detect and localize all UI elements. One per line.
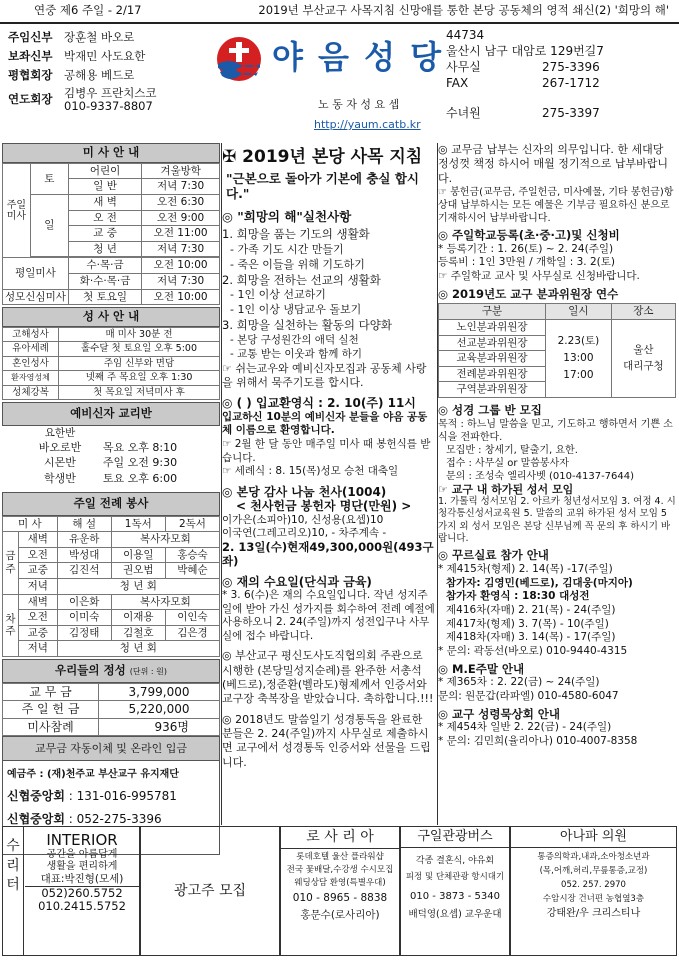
sacrament-name: 성체강복 (3, 385, 59, 399)
mass-type: 오 전 (68, 210, 141, 226)
class-time: 목요 오후 8:10 (102, 441, 178, 455)
sacrament-time: 주임 신부와 면담 (59, 356, 220, 370)
contact-value: 275-3396 (542, 60, 600, 74)
offering-label: 주 일 헌 금 (3, 701, 99, 718)
sacrament-name: 유아세례 (3, 342, 59, 356)
service-person: 유운하 (57, 532, 111, 548)
hope-item: - 죽은 이들을 위해 기도하기 (230, 257, 365, 271)
cursillo-line: * 문의: 곽동선(바오로) 010-9440-4315 (438, 644, 628, 657)
sacrament-name: 혼인성사 (3, 356, 59, 370)
bible-text: ◎ 2018년도 말씀일기 성경통독을 완료한 분들은 2. 24(주일)까지 사무실로 제출하시면 교구에서 성경통독 인증서와 선물을 드립니다. (222, 712, 431, 769)
mass-time: 겨울방학 (142, 163, 220, 179)
ad-clinic-line: 수암시장 건너편 농협옆3층 (542, 894, 645, 905)
retreat-line: * 제454차 일반 2. 22(금) - 24(주일) (438, 721, 612, 734)
me-line: * 제365차 : 2. 22(금) ~ 24(주일) (438, 676, 600, 689)
service-head: 2독서 (165, 516, 219, 532)
ad-interior-phone: 010.2415.5752 (38, 899, 126, 914)
bible-group-line: 모집반 : 창세기, 탈출기, 요한. (446, 444, 578, 456)
section-hope-heading: ◎ "희망의 해"실천사항 (222, 209, 352, 225)
church-logo (210, 30, 448, 134)
section-angel-heading: ◎ 본당 감사 나눔 천사(1004) (222, 484, 387, 499)
sacrament-table (2, 327, 220, 400)
ad-rosaria-owner: 홍문수(로사리아) (300, 908, 380, 921)
me-line: 문의: 원문갑(라파엘) 010-4580-6047 (438, 690, 619, 703)
ad-bus-phone: 010 - 3873 - 5340 (410, 890, 500, 902)
section-ash-heading: ◎ 재의 수요일(단식과 금육) (222, 574, 372, 589)
training-place: 울산 대리구청 (611, 320, 675, 398)
role-name: 박재민 사도요한 (64, 48, 146, 63)
school-line: 등록비 : 1인 3만원 / 개학일 : 3. 2(토) (438, 256, 615, 269)
sacrament-time: 홀수달 첫 토요일 오후 5:00 (59, 342, 220, 356)
ad-rosaria-line: 웨딩상담 환영(특별우대) (294, 878, 386, 889)
hope-items (222, 227, 436, 361)
mass-time: 저녁 7:30 (142, 241, 220, 257)
role-name: 공해용 베드로 (64, 67, 135, 82)
service-week-label: 차주 (3, 594, 19, 656)
sacrament-time: 넷째 주 목요일 오후 1:30 (59, 371, 220, 385)
right-column (438, 143, 676, 749)
page-header (0, 0, 679, 24)
mass-time: 오전 6:30 (142, 194, 220, 210)
bible-group-heading: ◎ 성경 그룹 반 모집 (438, 402, 542, 417)
cursillo-line: 제418차(자매) 3. 14(목) - 17(주일) (446, 631, 616, 644)
mass-sun-label: 일 (30, 194, 68, 256)
school-line: * 등록기간 : 1. 26(토) ~ 2. 24(주일) (438, 242, 614, 255)
offering-amount: 5,220,000 (99, 701, 220, 718)
service-person: 김은경 (165, 625, 219, 641)
retreat-heading: ◎ 교구 성령묵상회 안내 (438, 706, 561, 721)
tithe-note: ☞ 봉헌금(교무금, 주일헌금, 미사예물, 기타 봉헌금)항상대 납부하시는 모든 예물은 기부금 필요하신 분으로 기재하시어 납부바랍니다. (438, 186, 674, 224)
bank-name: 신협중앙회 (7, 811, 65, 826)
class-time: 주일 오전 9:30 (102, 456, 178, 470)
mass-table (2, 163, 220, 305)
hope-item: - 1인 이상 선교하기 (230, 288, 326, 302)
angel-total: 2. 13일(수)현재49,300,000원(493구좌) (222, 539, 434, 568)
contact-label: 사무실 (446, 60, 481, 74)
sacrament-title: 성 사 안 내 (2, 307, 220, 327)
service-person: 권오범 (111, 563, 165, 579)
ad-bus-line: 피정 및 단체관광 항시대기 (405, 872, 505, 883)
sacrament-name: 고해성사 (3, 327, 59, 341)
service-mass: 새벽 (19, 594, 58, 610)
role-name: 장훈철 바오로 (64, 29, 135, 44)
hope-item: - 가족 기도 시간 만들기 (230, 242, 344, 256)
role-phone: 010-9337-8807 (64, 99, 153, 113)
mass-heart-label: 성모신심미사 (3, 289, 69, 305)
offering-label: 미사참례 (3, 718, 99, 735)
welcome-note: ☞ 2월 한 달 동안 매주일 미사 때 봉헌식를 받습니다. (222, 437, 431, 464)
bible-approved-text: 1. 가톨릭 성서모임 2. 아르카 청년성서모임 3. 여정 4. 시청각통신성서교육원 5. 말씀의 교위 하가된 성서 모임 5가지 외 성서 모임은 본당 신부님께 꼭 문의 후 하시기 바랍니다. (438, 495, 676, 544)
ad-interior-phone: 052)260.5752 (41, 885, 123, 900)
cross-icon: ✠ (222, 147, 243, 167)
offering-title (2, 659, 220, 683)
service-person: 이인숙 (165, 610, 219, 626)
service-person: 홍승숙 (165, 547, 219, 563)
training-role: 선교분과위원장 (439, 335, 546, 351)
sacrament-time: 매 미사 30분 전 (59, 327, 220, 341)
training-date: 2.23(토) 13:00 17:00 (546, 320, 612, 398)
service-person: 복사자모회 (111, 532, 219, 548)
service-title: 주일 전례 봉사 (2, 492, 220, 516)
ad-clinic-title: 아나파 의원 (511, 829, 676, 848)
mass-time: 오전 10:00 (142, 258, 220, 274)
training-table (438, 303, 676, 398)
hope-item: 1. 희망을 품는 기도의 생활화 (222, 227, 370, 242)
service-person: 청 년 회 (57, 641, 219, 657)
pastoral-title (222, 147, 436, 167)
ad-clinic (510, 826, 677, 956)
service-mass: 오전 (19, 610, 58, 626)
bank-name: 신협중앙회 (7, 789, 65, 804)
tithe-text: ◎ 교무금 납부는 신자의 의무입니다. 한 세대당 정성껏 책정 하시어 매월 정기적으로 납부바랍니다. (438, 143, 669, 185)
mass-title: 미 사 안 내 (2, 143, 220, 163)
ad-bus-title: 구일관광버스 (401, 829, 509, 848)
zip-code: 44734 (446, 28, 485, 42)
training-head: 구분 (439, 304, 546, 320)
training-head: 일시 (546, 304, 612, 320)
service-person: 박혜순 (165, 563, 219, 579)
cursillo-line: * 제415차(형제) 2. 14(목) -17(주일) (438, 563, 613, 576)
service-person: 박성대 (57, 547, 111, 563)
ad-bus-owner: 배덕영(요셉) 교우운대 (408, 908, 502, 920)
ad-recruit (140, 826, 280, 956)
church-patron: 노 동 자 성 요 셉 (318, 98, 400, 111)
role-title: 보좌신부 (8, 48, 53, 63)
offering-amount: 3,799,000 (99, 683, 220, 700)
ad-rosaria-line: 전국 꽃배달,수강생 수시모집 (286, 864, 394, 875)
church-name: 야 음 성 당 (272, 38, 444, 76)
hope-item: 2. 희망을 전하는 선교의 생활화 (222, 272, 381, 287)
mass-type: 청 년 (68, 241, 141, 257)
catechism-title: 예비신자 교리반 (2, 402, 220, 426)
offering-table (2, 683, 220, 736)
rosary-note: ☞ 쉬는교우와 예비신자모집과 공동체 사랑을 위해서 묵주기도를 합시다. (222, 361, 427, 389)
service-week-label: 금주 (3, 532, 19, 594)
training-role: 구역분과위원장 (439, 382, 546, 398)
bank-box: 예금주 : (재)천주교 부산교구 유지재단 신협중앙회 : 131-016-995781 신협중앙회 : 052-275-3396 (2, 761, 220, 855)
mass-time: 저녁 7:30 (142, 273, 220, 289)
service-person: 이미숙 (57, 610, 111, 626)
bank-owner: 예금주 : (재)천주교 부산교구 유지재단 (7, 769, 179, 781)
training-head: 장소 (611, 304, 675, 320)
offering-title-text: 우리들의 정성 (55, 662, 126, 677)
hope-item: - 1인 이상 냉담교우 돌보기 (230, 302, 362, 316)
ash-text: * 3. 6(수)은 재의 수요일입니다. 작년 성지주일에 받아 가신 성가지를 회수하여 전례 예절에 사용하오니 2. 24(주일)까지 성전입구나 사무실에 접수 바랍니다. (222, 588, 435, 642)
training-heading: ◎ 2019년도 교구 분과위원장 연수 (438, 286, 619, 301)
bible-approved-heading: ☞ 교구 내 하가된 성서 모임 (438, 482, 574, 496)
service-mass: 교중 (19, 625, 58, 641)
hope-item: - 본당 구성원간의 애덕 실천 (230, 334, 359, 347)
offering-label: 교 무 금 (3, 683, 99, 700)
cursillo-line: 제416차(자매) 2. 21(목) - 24(주일) (446, 604, 616, 617)
offering-amount: 936명 (99, 718, 220, 735)
angel-donors: 이국연(그레고리오)10, - 차주계속 - (222, 527, 387, 540)
service-person: 이재용 (111, 610, 165, 626)
sacrament-time: 첫 목요일 저녁미사 후 (59, 385, 220, 399)
ad-interior-line: 생활을 편리하게 (46, 861, 118, 872)
class-time (90, 426, 190, 441)
service-person: 청 년 회 (57, 579, 219, 595)
bank-account: 052-275-3396 (76, 811, 162, 826)
ad-clinic-phone: 052. 257. 2970 (561, 879, 626, 890)
church-contact (446, 28, 674, 122)
mass-weekday-label: 평일미사 (3, 258, 69, 289)
contact-value: 267-1712 (542, 76, 600, 90)
mass-type: 화·수·목·금 (68, 273, 141, 289)
ad-clinic-line: 통증의학과,내과,소아청소년과 (537, 851, 650, 862)
mass-type: 교 중 (68, 226, 141, 242)
contact-label: FAX (446, 76, 469, 90)
ad-rosaria-title: 로 사 리 아 (281, 829, 399, 849)
cursillo-line: 참가자 환영식 : 18:30 대성전 (446, 590, 590, 603)
role-title: 주임신부 (8, 29, 53, 44)
role-name: 김병우 프란치스코 (64, 86, 157, 101)
ad-bus (400, 826, 510, 956)
class-name: 요한반 (44, 426, 76, 439)
angel-donors: 이가은(소피아)10, 신성용(요셉)10 (222, 513, 384, 526)
service-person: 김철호 (111, 625, 165, 641)
welcome-text: 입교하신 10분의 예비신자 분들을 야음 공동체 이름으로 환영합니다. (222, 410, 428, 437)
bible-group-line: 목적 : 하느님 말씀을 믿고, 기도하고 행하면서 기쁜 소식을 전파한다. (438, 418, 673, 443)
column-divider (221, 143, 222, 825)
bible-group-line: 접수 : 사무실 or 말씀봉사자 (446, 457, 569, 469)
ad-interior-line: 대표:박진형(모세) (25, 873, 139, 887)
offering-unit: (단위 : 원) (129, 666, 167, 676)
service-person: 김진석 (57, 563, 111, 579)
sacrament-name: 환자영성체 (3, 371, 59, 385)
offering-note: 교무금 자동이체 및 온라인 입금 (2, 736, 220, 761)
ad-clinic-owner: 강태완/우 크리스티나 (546, 908, 641, 920)
service-mass: 교중 (19, 563, 58, 579)
church-emblem-icon (214, 34, 264, 84)
service-mass: 새벽 (19, 532, 58, 548)
ad-bus-line: 각종 결혼식, 야유회 (415, 855, 495, 866)
mass-time: 저녁 7:30 (142, 179, 220, 195)
ad-interior-side: 수리터 (6, 838, 20, 894)
training-role: 교육분과위원장 (439, 351, 546, 367)
hope-item: 3. 희망을 실천하는 활동의 다양화 (222, 317, 393, 332)
mass-time: 오전 9:00 (142, 210, 220, 226)
training-role: 노인분과위원장 (439, 320, 546, 336)
role-title: 평협회장 (8, 67, 53, 82)
contact-label: 수녀원 (446, 106, 481, 120)
class-time: 토요 오후 6:00 (102, 471, 178, 485)
service-head: 미 사 (3, 516, 58, 532)
service-person: 이은화 (57, 594, 111, 610)
header-week: 연중 제6 주일 - 2/17 (34, 3, 142, 18)
mass-sat-label: 토 (30, 163, 68, 194)
class-name: 바오로반 (38, 441, 82, 455)
service-mass: 저녁 (19, 579, 58, 595)
me-heading: ◎ M.E주말 안내 (438, 661, 525, 676)
training-role: 전례분과위원장 (439, 366, 546, 382)
cursillo-heading: ◎ 꾸르실료 참가 안내 (438, 548, 549, 563)
baptism-note: ☞ 세례식 : 8. 15(목)성모 승천 대축일 (222, 465, 399, 478)
ad-rosaria-line: 롯데호텔 울산 플라워샵 (296, 851, 384, 862)
header-theme: 2019년 부산교구 사목지침 신망애를 통한 본당 공동체의 영적 쇄신(2) '희망의 해' (258, 3, 669, 18)
left-column (2, 143, 220, 855)
service-mass: 오전 (19, 547, 58, 563)
bank-account: 131-016-995781 (76, 789, 177, 804)
middle-column (222, 143, 436, 770)
ad-rosaria (280, 826, 400, 956)
service-person: 이용일 (111, 547, 165, 563)
hope-item: - 교통 받는 이웃과 함께 하기 (230, 348, 363, 361)
ad-interior (2, 826, 140, 956)
mass-time: 오전 11:00 (142, 226, 220, 242)
church-url[interactable]: http://yaum.catb.kr (314, 118, 421, 131)
cursillo-line: 참가자: 김영민(베드로), 김대웅(마지아) (446, 576, 633, 589)
class-name: 학생반 (44, 471, 76, 485)
section-welcome-heading: ◎ ( ) 입교환영식 : 2. 10(주) 11시 (222, 396, 416, 411)
pastoral-title-text: 2019년 본당 사목 지침 (242, 147, 423, 167)
pilgrimage-text: ◎ 부산교구 평신도사도직협의회 주관으로 시행한 (본당밀성지순례)를 완주한 서총석(베드로),정준환(벨라도)형제께서 인증서와 교구장 축복장을 받았습니다. 축하합니다.!!! (222, 649, 434, 706)
cursillo-line: 제417차(형제) 3. 7(목) - 10(주일) (446, 617, 609, 630)
mass-type: 어린이 (68, 163, 141, 179)
ad-recruit-text: 광고주 모집 (173, 882, 247, 899)
mass-type: 수·목·금 (68, 258, 141, 274)
ad-rosaria-phone: 010 - 8965 - 8838 (292, 892, 388, 905)
mass-type: 새 벽 (68, 194, 141, 210)
mass-time: 오전 10:00 (142, 289, 220, 305)
staff-list (8, 28, 196, 115)
service-mass: 저녁 (19, 641, 58, 657)
contact-value: 275-3397 (542, 106, 600, 120)
ad-clinic-line: (목,어깨,허리,무릎통증,교정) (539, 865, 648, 876)
catechism-table (30, 426, 190, 486)
address: 울산시 남구 대암로 129번길7 (446, 44, 604, 58)
mass-sunday-label: 주일미사 (3, 163, 31, 258)
service-person: 김정태 (57, 625, 111, 641)
school-heading: ◎ 주일학교등록(초·중·고)및 신청비 (438, 227, 620, 242)
service-head: 해 설 (57, 516, 111, 532)
service-table (2, 516, 220, 657)
ad-interior-line: 공간을 아름답게 (46, 849, 118, 860)
school-line: ☞ 주일학교 교사 및 사무실로 신청바랍니다. (438, 269, 640, 282)
service-person: 복사자모회 (111, 594, 219, 610)
ad-interior-title: INTERIOR (46, 831, 118, 849)
retreat-line: * 문의: 김민희(율리아나) 010-4007-8358 (438, 735, 638, 748)
angel-subheading: < 천사헌금 봉헌자 명단(만원) > (236, 499, 412, 514)
bible-group-line: 문의 : 조성숙 엘리사벳 (010-4137-7644) (446, 470, 635, 482)
service-head: 1독서 (111, 516, 165, 532)
role-title: 연도회장 (8, 92, 53, 107)
class-name: 시몬반 (44, 456, 76, 470)
mass-type: 첫 토요일 (68, 289, 141, 305)
pastoral-slogan: "근본으로 돌아가 기본에 충실 합시다." (226, 171, 419, 202)
mass-type: 일 반 (68, 179, 141, 195)
